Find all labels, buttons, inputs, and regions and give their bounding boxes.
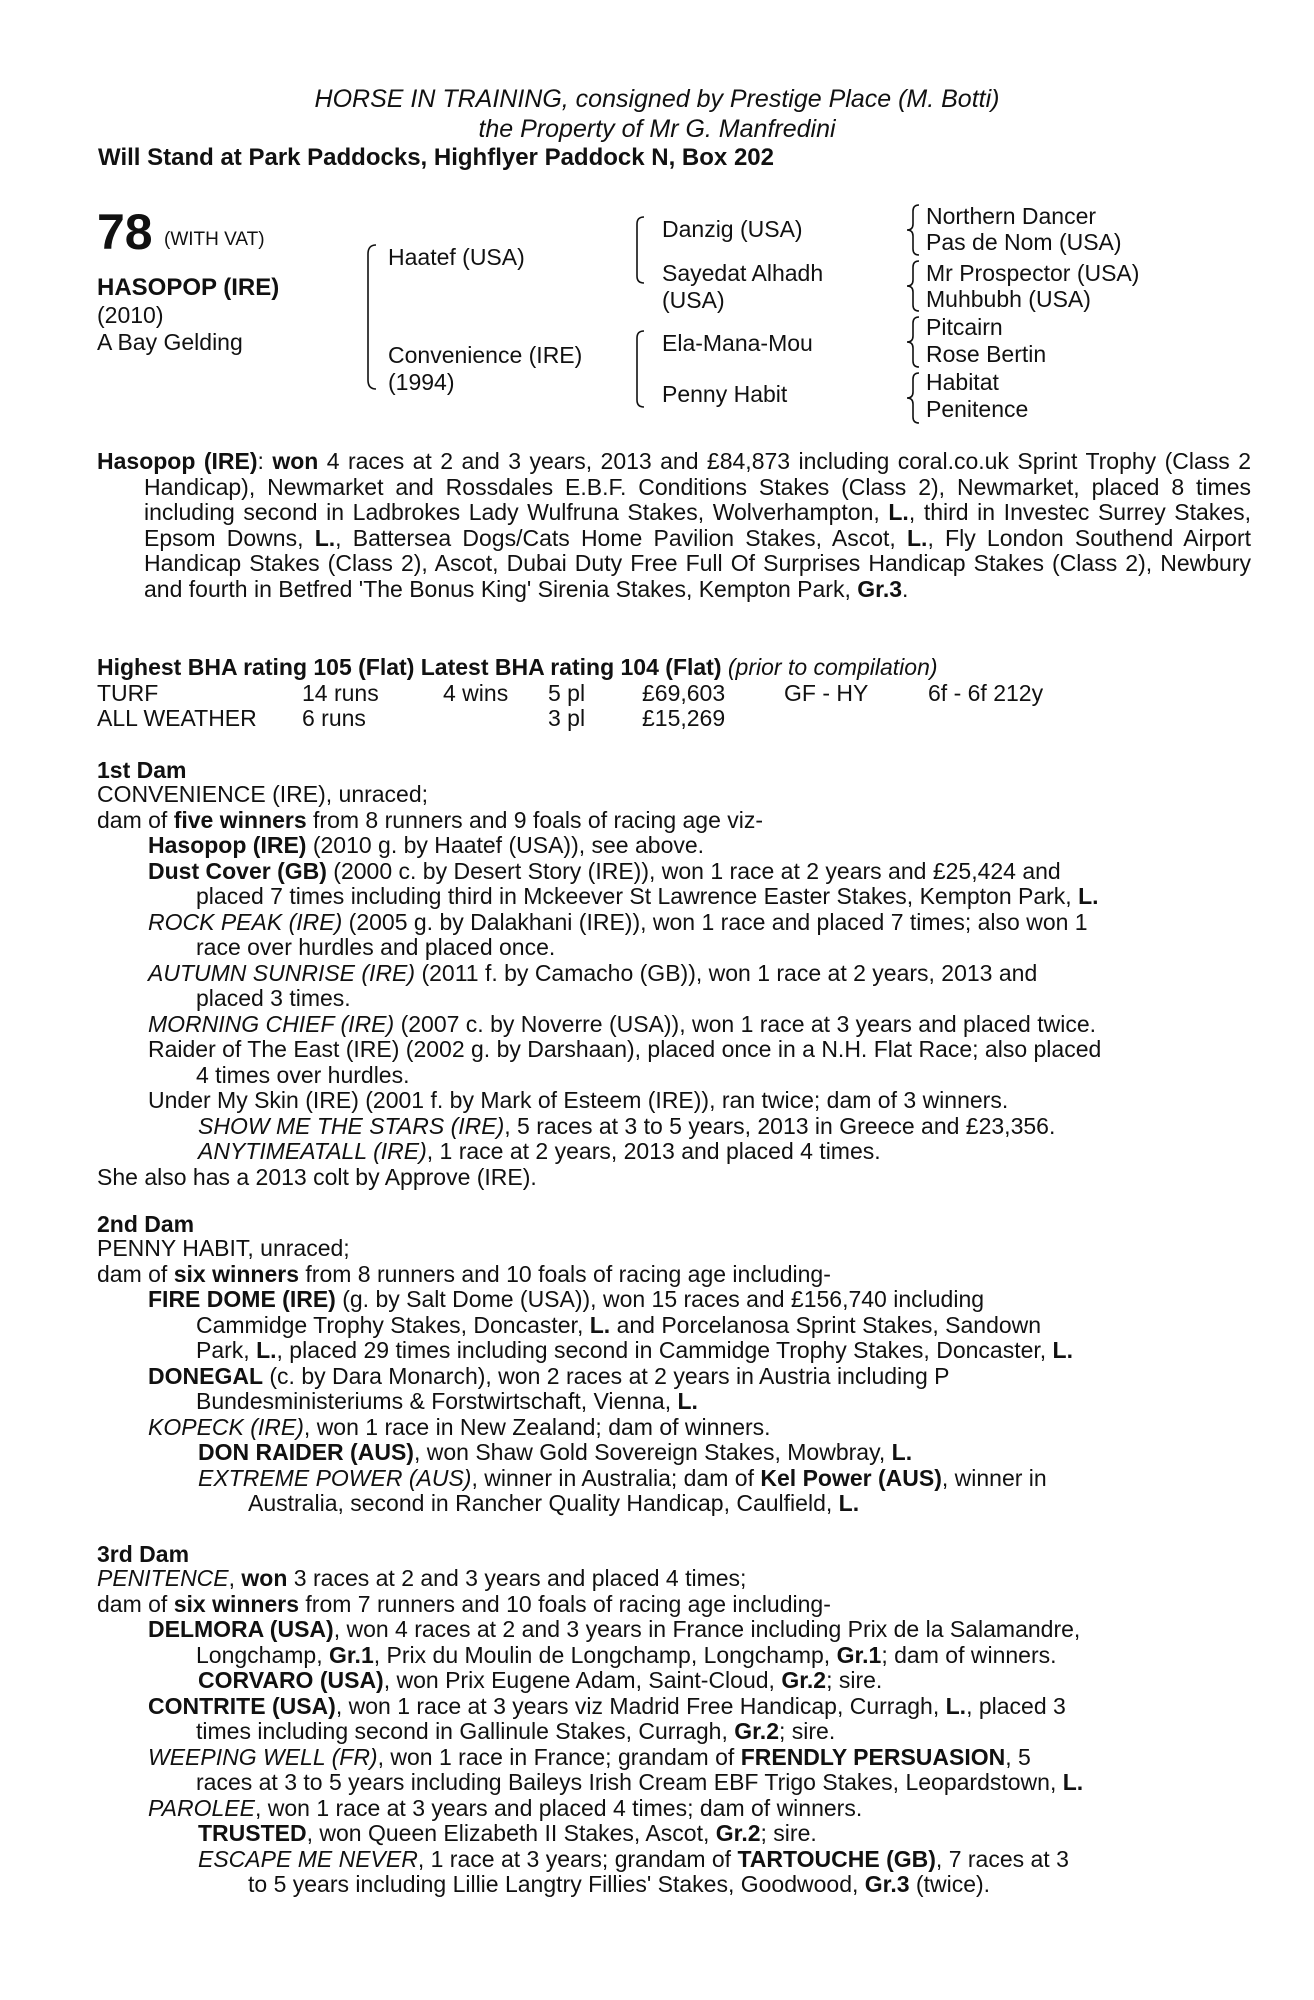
produce-dust-cover-cont: placed 7 times including third in Mckeever St Lawrence Easter Stakes, Kempton Park, L. bbox=[196, 883, 1099, 909]
first-dam-intro: CONVENIENCE (IRE), unraced; bbox=[97, 781, 429, 807]
horse-name: HASOPOP (IRE) bbox=[97, 274, 280, 301]
produce-autumn-sunrise-cont: placed 3 times. bbox=[196, 985, 351, 1011]
produce-fire-dome-cont-2: Park, L., placed 29 times including second in Cammidge Trophy Stakes, Doncaster, L. bbox=[196, 1337, 1073, 1363]
pedigree-ss: Danzig (USA) bbox=[662, 216, 803, 242]
third-dam-produce-summary: dam of six winners from 7 runners and 10 foals of racing age including- bbox=[97, 1591, 831, 1617]
produce-contrite: CONTRITE (USA), won 1 race at 3 years viz Madrid Free Handicap, Curragh, L., placed 3 bbox=[148, 1693, 1066, 1719]
pedigree-ds: Ela-Mana-Mou bbox=[662, 330, 813, 356]
dam-line-bracket bbox=[634, 330, 646, 408]
pedigree-dss: Pitcairn bbox=[926, 314, 1003, 340]
pedigree-sds: Mr Prospector (USA) bbox=[926, 260, 1140, 286]
gen3-bracket-4 bbox=[905, 372, 921, 424]
grandproduce-extreme-power: EXTREME POWER (AUS), winner in Australia; dam of Kel Power (AUS), winner in bbox=[198, 1465, 1047, 1491]
property-line: the Property of Mr G. Manfredini bbox=[478, 115, 836, 143]
gen3-bracket-2 bbox=[905, 260, 921, 312]
stand-location: Will Stand at Park Paddocks, Highflyer Paddock N, Box 202 bbox=[98, 144, 774, 171]
bha-rating: Highest BHA rating 105 (Flat) Latest BHA rating 104 (Flat) (prior to compilation) bbox=[97, 654, 938, 680]
pedigree-dds: Habitat bbox=[926, 369, 999, 395]
pedigree-ssd: Pas de Nom (USA) bbox=[926, 229, 1122, 255]
grandproduce-extreme-power-cont: Australia, second in Rancher Quality Handicap, Caulfield, L. bbox=[248, 1490, 860, 1516]
grandproduce-trusted: TRUSTED, won Queen Elizabeth II Stakes, Ascot, Gr.2; sire. bbox=[198, 1820, 817, 1846]
grandproduce-corvaro: CORVARO (USA), won Prix Eugene Adam, Saint-Cloud, Gr.2; sire. bbox=[198, 1667, 883, 1693]
grandproduce-show-me-the-stars: SHOW ME THE STARS (IRE), 5 races at 3 to 5 years, 2013 in Greece and £23,356. bbox=[198, 1113, 1056, 1139]
grandproduce-escape-me-never: ESCAPE ME NEVER, 1 race at 3 years; grandam of TARTOUCHE (GB), 7 races at 3 bbox=[198, 1846, 1069, 1872]
gen3-bracket-1 bbox=[905, 204, 921, 256]
produce-delmora-cont: Longchamp, Gr.1, Prix du Moulin de Longchamp, Longchamp, Gr.1; dam of winners. bbox=[196, 1642, 1057, 1668]
produce-hasopop: Hasopop (IRE) (2010 g. by Haatef (USA)), see above. bbox=[148, 832, 705, 858]
pedigree-ddd: Penitence bbox=[926, 396, 1029, 422]
lot-number: 78 bbox=[97, 204, 153, 260]
produce-weeping-well-cont: races at 3 to 5 years including Baileys Irish Cream EBF Trigo Stakes, Leopardstown, L. bbox=[196, 1769, 1084, 1795]
produce-rock-peak: ROCK PEAK (IRE) (2005 g. by Dalakhani (IRE)), won 1 race and placed 7 times; also won 1 bbox=[148, 909, 1088, 935]
gen3-bracket-3 bbox=[905, 316, 921, 368]
second-dam-produce-summary: dam of six winners from 8 runners and 10 foals of racing age including- bbox=[97, 1261, 831, 1287]
sire-dam-bracket bbox=[364, 244, 378, 390]
produce-donegal-cont: Bundesministeriums & Forstwirtschaft, Vienna, L. bbox=[196, 1388, 698, 1414]
second-dam-intro: PENNY HABIT, unraced; bbox=[97, 1235, 350, 1261]
produce-weeping-well: WEEPING WELL (FR), won 1 race in France; grandam of FRENDLY PERSUASION, 5 bbox=[148, 1744, 1031, 1770]
pedigree-sd-1: Sayedat Alhadh bbox=[662, 260, 824, 286]
grandproduce-anytimeatall: ANYTIMEATALL (IRE), 1 race at 2 years, 2013 and placed 4 times. bbox=[198, 1138, 881, 1164]
produce-parolee: PAROLEE, won 1 race at 3 years and placed 4 times; dam of winners. bbox=[148, 1795, 863, 1821]
produce-autumn-sunrise: AUTUMN SUNRISE (IRE) (2011 f. by Camacho (GB)), won 1 race at 2 years, 2013 and bbox=[148, 960, 1038, 986]
produce-fire-dome-cont-1: Cammidge Trophy Stakes, Doncaster, L. and Porcelanosa Sprint Stakes, Sandown bbox=[196, 1312, 1042, 1338]
pedigree-dd: Penny Habit bbox=[662, 381, 788, 407]
pedigree-dam-year: (1994) bbox=[388, 369, 455, 395]
consignor-line: HORSE IN TRAINING, consigned by Prestige Place (M. Botti) bbox=[314, 85, 1000, 113]
pedigree-sire: Haatef (USA) bbox=[388, 244, 525, 270]
produce-dust-cover: Dust Cover (GB) (2000 c. by Desert Story (IRE)), won 1 race at 2 years and £25,424 and bbox=[148, 858, 1061, 884]
grandproduce-escape-me-never-cont: to 5 years including Lillie Langtry Fillies' Stakes, Goodwood, Gr.3 (twice). bbox=[248, 1871, 991, 1897]
horse-description: A Bay Gelding bbox=[97, 329, 243, 355]
third-dam-heading: 3rd Dam bbox=[97, 1541, 190, 1567]
summary-horse-name: Hasopop (IRE) bbox=[97, 448, 258, 474]
pedigree-sd-2: (USA) bbox=[662, 287, 725, 313]
pedigree-dam: Convenience (IRE) bbox=[388, 342, 583, 368]
vat-note: (WITH VAT) bbox=[164, 229, 265, 250]
pedigree-sss: Northern Dancer bbox=[926, 203, 1097, 229]
produce-fire-dome: FIRE DOME (IRE) (g. by Salt Dome (USA)), won 15 races and £156,740 including bbox=[148, 1286, 985, 1312]
produce-contrite-cont: times including second in Gallinule Stakes, Curragh, Gr.2; sire. bbox=[196, 1718, 836, 1744]
first-dam-produce-summary: dam of five winners from 8 runners and 9 foals of racing age viz- bbox=[97, 807, 764, 833]
grandproduce-don-raider: DON RAIDER (AUS), won Shaw Gold Sovereign Stakes, Mowbray, L. bbox=[198, 1439, 913, 1465]
produce-morning-chief: MORNING CHIEF (IRE) (2007 c. by Noverre (USA)), won 1 race at 3 years and placed twice. bbox=[148, 1011, 1097, 1037]
produce-delmora: DELMORA (USA), won 4 races at 2 and 3 years in France including Prix de la Salamandre, bbox=[148, 1616, 1081, 1642]
second-dam-heading: 2nd Dam bbox=[97, 1211, 195, 1237]
produce-raider-of-the-east: Raider of The East (IRE) (2002 g. by Darshaan), placed once in a N.H. Flat Race; also placed bbox=[148, 1036, 1102, 1062]
pedigree-sdd: Muhbubh (USA) bbox=[926, 286, 1091, 312]
produce-under-my-skin: Under My Skin (IRE) (2001 f. by Mark of Esteem (IRE)), ran twice; dam of 3 winners. bbox=[148, 1087, 1009, 1113]
produce-kopeck: KOPECK (IRE), won 1 race in New Zealand; dam of winners. bbox=[148, 1414, 771, 1440]
produce-raider-cont: 4 times over hurdles. bbox=[196, 1062, 410, 1088]
third-dam-intro: PENITENCE, won 3 races at 2 and 3 years and placed 4 times; bbox=[97, 1565, 747, 1591]
foaling-year: (2010) bbox=[97, 302, 164, 328]
first-dam-also-note: She also has a 2013 colt by Approve (IRE). bbox=[97, 1164, 537, 1190]
catalogue-page: HORSE IN TRAINING, consigned by Prestige Place (M. Botti) the Property of Mr G. Manfredini Will Stand at Park Paddocks, Highflyer Paddock N, Box 202 78 (WITH VAT) HASOPOP (IRE) (2010) A Bay Gelding Haatef (USA) Convenience (IRE) (1994) Danzig (USA) Sayedat Alhadh (USA) Ela-Mana-Mou Penny Habit Northern Dancer Pas de Nom (USA) Mr Prospector (USA) Muhbubh (USA) Pitcairn Rose Bertin Habitat Penitence Hasopop (IRE): won 4 races at 2 and 3 years, 2013 and £84,873 including coral.co.uk Sprint Trophy (Class 2 Handicap), Newmarket and Rossdales E.B.F. Conditions Stakes (Class 2), Newmarket, placed 8 times including second in Ladbrokes Lady Wulfruna Stakes, Wolverhampton, L., third in Investec Surrey Stakes, Epsom Downs, L., Battersea Dogs/Cats Home Pavilion Stakes, Ascot, L., Fly London Southend Airport Handicap Stakes (Class 2), Ascot, Dubai Duty Free Full Of Surprises Handicap Stakes (Class 2), Newbury and fourth in Betfred 'The Bonus King' Sirenia Stakes, Kempton Park, Gr.3. Highest BHA rating 105 (Flat) Latest BHA rating 104 (Flat) (prior to compilation) TURF 14 runs 4 wins 5 pl £69,603 GF - HY 6f - 6f 212y ALL WEATHER 6 runs 3 pl £15,269 1st Dam CONVENIENCE (IRE), unraced; dam of five winners from 8 runners and 9 foals of racing age viz- Hasopop (IRE) (2010 g. by Haatef (USA)), see above. Dust Cover (GB) (2000 c. by Desert Story (IRE)), won 1 race at 2 years and £25,424 and placed 7 times including third in Mckeever St Lawrence Easter Stakes, Kempton Park, L. ROCK PEAK (IRE) (2005 g. by Dalakhani (IRE)), won 1 race and placed 7 times; also won 1 race over hurdles and placed once. AUTUMN SUNRISE (IRE) (2011 f. by Camacho (GB)), won 1 race at 2 years, 2013 and placed 3 times. MORNING CHIEF (IRE) (2007 c. by Noverre (USA)), won 1 race at 3 years and placed twice. Raider of The East (IRE) (2002 g. by Darshaan), placed once in a N.H. Flat Race; also placed 4 times over hurdles. Under My Skin (IRE) (2001 f. by Mark of Esteem (IRE)), ran twice; dam of 3 winners. SHOW ME THE STARS (IRE), 5 races at 3 to 5 years, 2013 in Greece and £23,356. ANYTIMEATALL (IRE), 1 race at 2 years, 2013 and placed 4 times. She also has a 2013 colt by Approve (IRE). 2nd Dam PENNY HABIT, unraced; dam of six winners from 8 runners and 10 foals of racing age including- FIRE DOME (IRE) (g. by Salt Dome (USA)), won 15 races and £156,740 including Cammidge Trophy Stakes, Doncaster, L. and Porcelanosa Sprint Stakes, Sandown Park, L., placed 29 times including second in Cammidge Trophy Stakes, Doncaster, L. DONEGAL (c. by Dara Monarch), won 2 races at 2 years in Austria including P Bundesministeriums & Forstwirtschaft, Vienna, L. KOPECK (IRE), won 1 race in New Zealand; dam of winners. DON RAIDER (AUS), won Shaw Gold Sovereign Stakes, Mowbray, L. EXTREME POWER (AUS), winner in Australia; dam of Kel Power (AUS), winner in Australia, second in Rancher Quality Handicap, Caulfield, L. 3rd Dam PENITENCE, won 3 races at 2 and 3 years and placed 4 times; dam of six winners from 7 runners and 10 foals of racing age including- DELMORA (USA), won 4 races at 2 and 3 years in France including Prix de la Salamandre, Longchamp, Gr.1, Prix du Moulin de Longchamp, Longchamp, Gr.1; dam of winners. CORVARO (USA), won Prix Eugene Adam, Saint-Cloud, Gr.2; sire. CONTRITE (USA), won 1 race at 3 years viz Madrid Free Handicap, Curragh, L., placed 3 times including second in Gallinule Stakes, Curragh, Gr.2; sire. WEEPING WELL (FR), won 1 race in France; grandam of FRENDLY PERSUASION, 5 races at 3 to 5 years including Baileys Irish Cream EBF Trigo Stakes, Leopardstown, L. PAROLEE, won 1 race at 3 years and placed 4 times; dam of winners. TRUSTED, won Queen Elizabeth II Stakes, Ascot, Gr.2; sire. ESCAPE ME NEVER, 1 race at 3 years; grandam of TARTOUCHE (GB), 7 races at 3 to 5 years including Lillie Langtry Fillies' Stakes, Goodwood, Gr.3 (twice). bbox=[0, 0, 1314, 2000]
produce-donegal: DONEGAL (c. by Dara Monarch), won 2 races at 2 years in Austria including P bbox=[148, 1363, 950, 1389]
pedigree-dsd: Rose Bertin bbox=[926, 341, 1047, 367]
produce-rock-peak-cont: race over hurdles and placed once. bbox=[196, 934, 556, 960]
first-dam-heading: 1st Dam bbox=[97, 757, 187, 783]
sire-line-bracket bbox=[634, 216, 646, 284]
race-summary: Hasopop (IRE): won 4 races at 2 and 3 years, 2013 and £84,873 including coral.co.uk Sprint Trophy (Class 2 Handicap), Newmarket and Rossdales E.B.F. Conditions Stakes (Class 2), Newmarket, placed 8 times including second in Ladbrokes Lady Wulfruna Stakes, Wolverhampton, L., third in Investec Surrey Stakes, Epsom Downs, L., Battersea Dogs/Cats Home Pavilion Stakes, Ascot, L., Fly London Southend Airport Handicap Stakes (Class 2), Ascot, Dubai Duty Free Full Of Surprises Handicap Stakes (Class 2), Newbury and fourth in Betfred 'The Bonus King' Sirenia Stakes, Kempton Park, Gr.3. bbox=[97, 448, 1252, 602]
